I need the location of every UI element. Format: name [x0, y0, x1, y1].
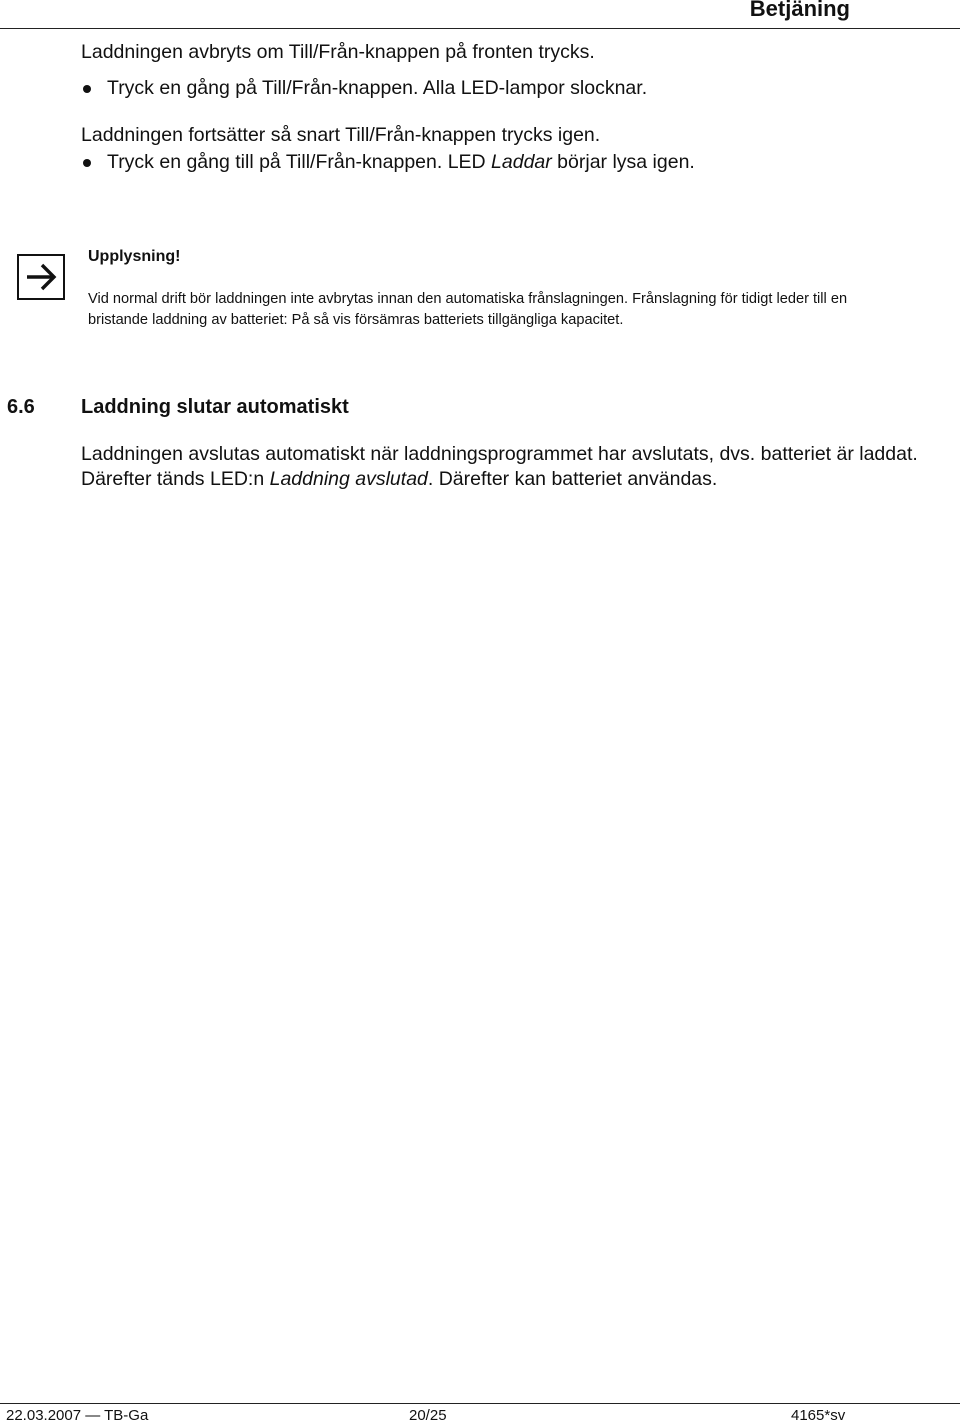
- section-paragraph: [81, 442, 951, 492]
- bullet-dot-icon: [83, 85, 91, 93]
- bullet-dot-icon: [83, 159, 91, 167]
- section-number: 6.6: [7, 396, 35, 418]
- footer-date-author: 22.03.2007 — TB-Ga: [6, 1407, 149, 1424]
- section-text-before: Laddningen avslutas automatiskt när laddningsprogrammet har avslutats, dvs. batteriet är laddat. Därefter tänds LED:n: [81, 443, 918, 490]
- paragraph-charging-interrupted: Laddningen avbryts om Till/Från-knappen på fronten trycks.: [81, 41, 595, 63]
- section-text-after: . Därefter kan batteriet användas.: [427, 468, 718, 490]
- led-name-laddar: Laddar: [491, 151, 552, 173]
- footer-document-id: 4165*sv: [791, 1407, 846, 1424]
- note-body: Vid normal drift bör laddningen inte avbrytas innan den automatiska frånslagningen. Frånslagning för tidigt leder till en bristande laddning av batteriet: På så vis försämras batteriets tillgängliga kapacitet.: [88, 291, 848, 328]
- header-divider: [0, 28, 960, 29]
- arrow-right-icon: [17, 254, 65, 300]
- bullet-text-before: Tryck en gång till på Till/Från-knappen. LED: [107, 151, 492, 173]
- note-heading: Upplysning!: [88, 248, 181, 265]
- paragraph-charging-continues: Laddningen fortsätter så snart Till/Från-knappen trycks igen.: [81, 124, 601, 146]
- footer-divider: [0, 1403, 960, 1404]
- footer-page-number: 20/25: [409, 1407, 447, 1424]
- page-section-title: Betjäning: [749, 0, 850, 21]
- section-heading: Laddning slutar automatiskt: [81, 396, 349, 418]
- bullet-text: Tryck en gång på Till/Från-knappen. Alla LED-lampor slocknar.: [107, 77, 648, 99]
- bullet-text-after: börjar lysa igen.: [551, 151, 695, 173]
- led-name-laddning-avslutad: Laddning avslutad: [269, 468, 428, 490]
- bullet-text: [107, 150, 695, 174]
